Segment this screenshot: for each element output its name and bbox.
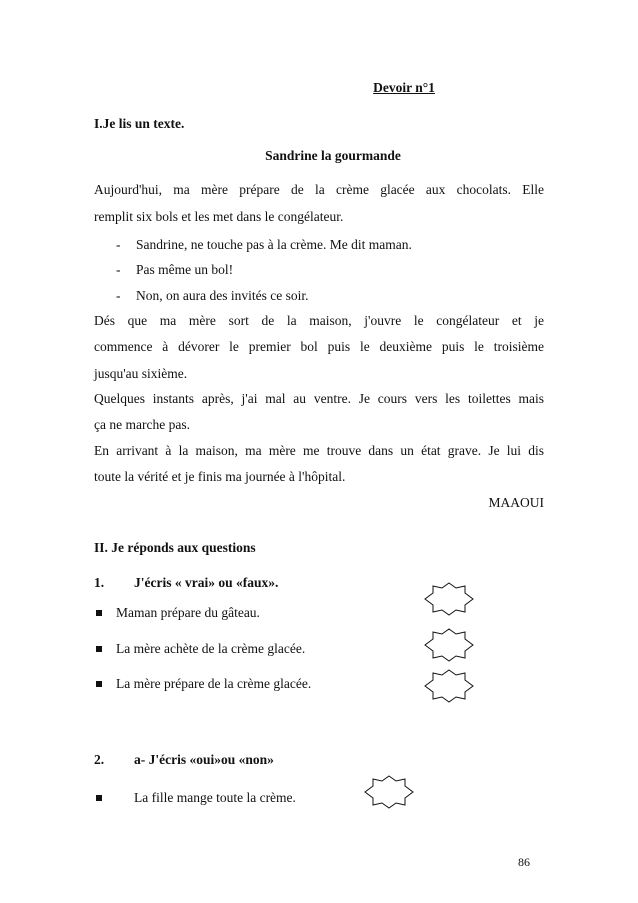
bullet-square-icon xyxy=(96,795,102,801)
dialogue-line: - Non, on aura des invités ce soir. xyxy=(116,288,309,303)
text-line: toute la vérité et je finis ma journée à l'hôpital. xyxy=(94,469,346,484)
text-line: Quelques instants après, j'ai mal au ventre. Je cours vers les toilettes mais xyxy=(94,391,544,406)
answer-box-star-icon[interactable] xyxy=(424,582,474,616)
answer-box-star-icon[interactable] xyxy=(364,775,414,809)
author: MAAOUI xyxy=(488,495,544,510)
text-line: En arrivant à la maison, ma mère me trouve dans un état grave. Je lui dis xyxy=(94,443,544,458)
list-item: La mère achète de la crème glacée. xyxy=(96,641,305,657)
section-heading-questions: II. Je réponds aux questions xyxy=(94,540,256,555)
text-line: Aujourd'hui, ma mère prépare de la crème glacée aux chocolats. Elle xyxy=(94,182,544,197)
question-label: a- J'écris «oui»ou «non» xyxy=(134,752,274,767)
answer-box-star-icon[interactable] xyxy=(424,628,474,662)
text-line: ça ne marche pas. xyxy=(94,417,190,432)
list-item: La mère prépare de la crème glacée. xyxy=(96,676,311,692)
bullet-square-icon xyxy=(96,681,102,687)
question-label: J'écris « vrai» ou «faux». xyxy=(134,575,279,590)
bullet-square-icon xyxy=(96,646,102,652)
text-line: jusqu'au sixième. xyxy=(94,366,188,381)
story-title: Sandrine la gourmande xyxy=(265,148,401,163)
page-number: 86 xyxy=(518,855,530,869)
list-item: Maman prépare du gâteau. xyxy=(96,605,260,621)
list-item: La fille mange toute la crème. xyxy=(96,790,296,806)
section-heading-reading: I.Je lis un texte. xyxy=(94,116,185,131)
text-line: remplit six bols et les met dans le congélateur. xyxy=(94,209,344,224)
bullet-square-icon xyxy=(96,610,102,616)
text-line: commence à dévorer le premier bol puis le deuxième puis le troisième xyxy=(94,339,544,354)
text-line: Dés que ma mère sort de la maison, j'ouvre le congélateur et je xyxy=(94,313,544,328)
dialogue-line: - Pas même un bol! xyxy=(116,262,234,277)
question-number: 2. xyxy=(94,752,105,767)
answer-box-star-icon[interactable] xyxy=(424,669,474,703)
dialogue-line: - Sandrine, ne touche pas à la crème. Me dit maman. xyxy=(116,237,412,252)
page-title: Devoir n°1 xyxy=(373,80,435,95)
question-number: 1. xyxy=(94,575,105,590)
